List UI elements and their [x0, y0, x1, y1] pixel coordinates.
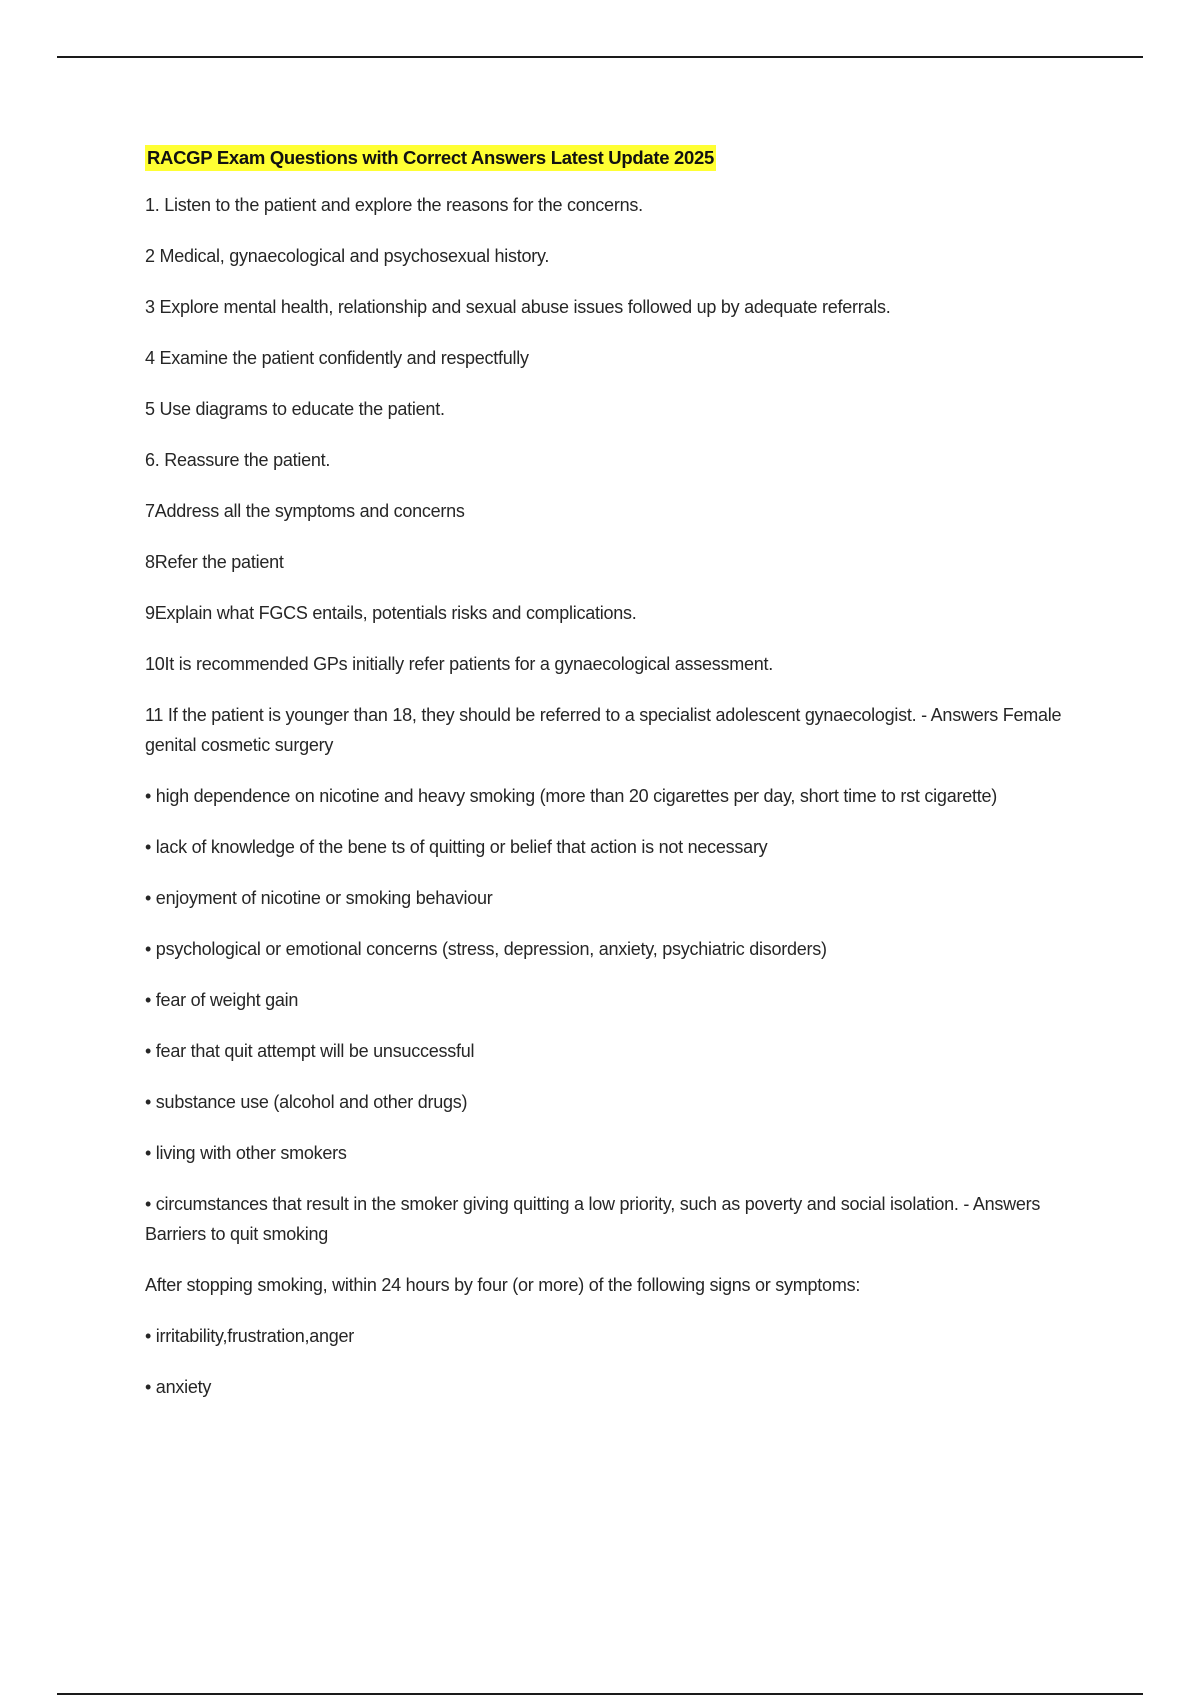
paragraph: 2 Medical, gynaecological and psychosexual history.	[145, 246, 550, 266]
paragraph: After stopping smoking, within 24 hours by four (or more) of the following signs or symptoms:	[145, 1275, 861, 1295]
document-title: RACGP Exam Questions with Correct Answers Latest Update 2025	[145, 145, 716, 171]
header-rule	[57, 56, 1143, 58]
paragraph: 5 Use diagrams to educate the patient.	[145, 399, 445, 419]
paragraph: 4 Examine the patient confidently and respectfully	[145, 348, 529, 368]
paragraph: 8Refer the patient	[145, 552, 284, 572]
bullet-item: • lack of knowledge of the bene ts of quitting or belief that action is not necessary	[145, 837, 768, 857]
document-body	[145, 145, 1075, 1423]
paragraph: 10It is recommended GPs initially refer patients for a gynaecological assessment.	[145, 654, 774, 674]
paragraph: 3 Explore mental health, relationship and sexual abuse issues followed up by adequate referrals.	[145, 297, 891, 317]
bullet-item: • substance use (alcohol and other drugs)	[145, 1092, 468, 1112]
paragraph: 11 If the patient is younger than 18, they should be referred to a specialist adolescent gynaecologist. - Answers Female genital cosmetic surgery	[145, 705, 1062, 755]
paragraph: 6. Reassure the patient.	[145, 450, 331, 470]
footer-rule	[57, 1693, 1143, 1695]
bullet-item: • living with other smokers	[145, 1143, 347, 1163]
bullet-item: • psychological or emotional concerns (stress, depression, anxiety, psychiatric disorders)	[145, 939, 827, 959]
bullet-item: • high dependence on nicotine and heavy smoking (more than 20 cigarettes per day, short time to rst cigarette)	[145, 786, 997, 806]
paragraph: 9Explain what FGCS entails, potentials risks and complications.	[145, 603, 637, 623]
bullet-item: • irritability,frustration,anger	[145, 1326, 355, 1346]
bullet-item: • anxiety	[145, 1377, 212, 1397]
bullet-item: • circumstances that result in the smoker giving quitting a low priority, such as poverty and social isolation. - Answers Barriers to quit smoking	[145, 1194, 1041, 1244]
bullet-item: • fear of weight gain	[145, 990, 299, 1010]
bullet-item: • enjoyment of nicotine or smoking behaviour	[145, 888, 493, 908]
bullet-item: • fear that quit attempt will be unsuccessful	[145, 1041, 475, 1061]
paragraph: 7Address all the symptoms and concerns	[145, 501, 465, 521]
paragraph: 1. Listen to the patient and explore the reasons for the concerns.	[145, 195, 643, 215]
